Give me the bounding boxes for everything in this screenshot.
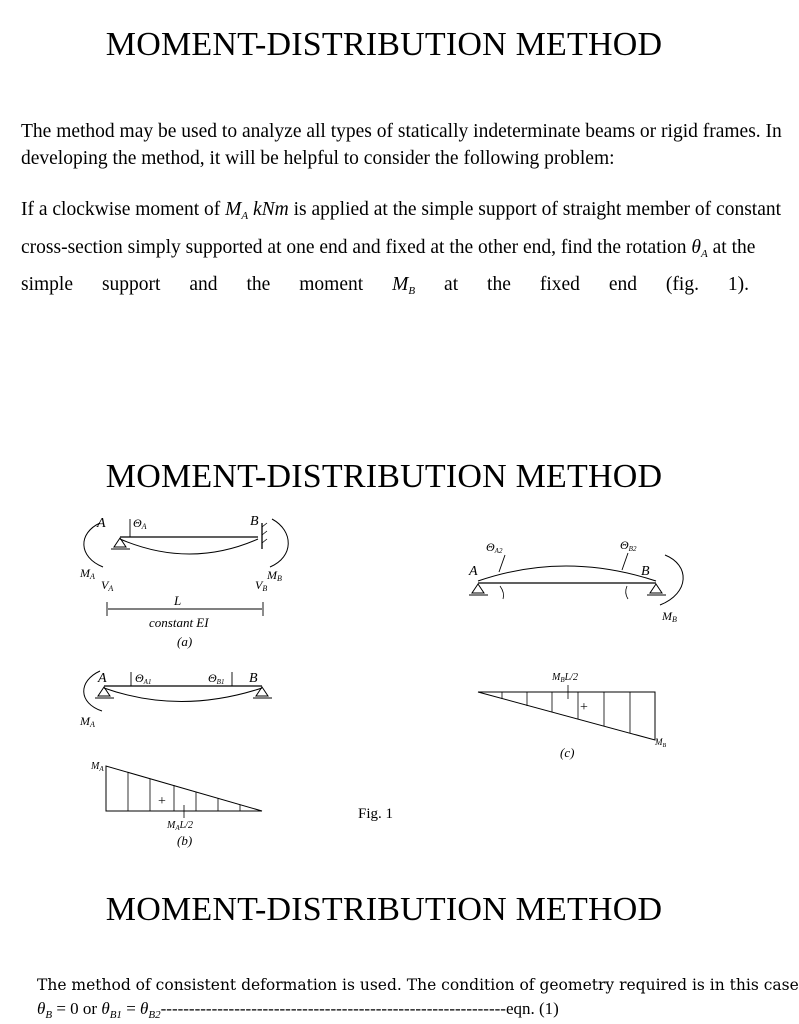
theta-b-symbol: $\theta_B$ — [37, 999, 53, 1021]
problem-text-a: If a clockwise moment of — [21, 199, 221, 220]
tag-a: (a) — [177, 634, 193, 649]
tag-c: (c) — [560, 745, 575, 760]
label-l: L — [174, 593, 182, 608]
label-b-ma: MA — [80, 714, 95, 729]
eq-zero-or: = 0 or — [56, 999, 98, 1018]
label-c-b: B — [641, 564, 650, 579]
label-theta-b2: ΘB2 — [620, 538, 637, 553]
equals-sign: = — [126, 999, 136, 1018]
problem-line-3 — [21, 266, 749, 304]
problem-text-d: at the — [712, 236, 756, 258]
consistent-paragraph — [37, 973, 799, 1021]
label-mb: MB — [267, 568, 282, 583]
moment-triangle-b — [106, 766, 262, 811]
figure-b-beam — [79, 671, 272, 729]
label-a: A — [97, 516, 106, 531]
consistent-line-1: The method of consistent deformation is used. The condition of geometry required is in this case — [37, 976, 799, 994]
figure-c-beam — [468, 538, 683, 624]
label-ma: MA — [80, 566, 95, 581]
plus-sign-b: + — [158, 794, 166, 809]
label-theta-a2: ΘA2 — [486, 540, 503, 555]
label-c-top: $M_BL/2$ — [552, 672, 578, 684]
unit-knm: kNm — [253, 199, 289, 220]
problem-text-c: cross-section simply supported at one end and fixed at the other end, find the rotation — [21, 236, 687, 258]
ma-symbol: $M_A$ — [225, 199, 249, 222]
moment-arrow-mb — [270, 519, 288, 567]
label-theta-a: ΘA — [133, 516, 147, 531]
slide2-title: MOMENT-DISTRIBUTION METHOD — [105, 458, 663, 495]
label-c-mb: MB — [662, 609, 677, 624]
moment-arrow-mb-c — [660, 555, 683, 605]
problem-text-f: at the fixed end (fig. 1). — [444, 274, 750, 295]
intro-paragraph — [21, 118, 782, 172]
beam-a-deflection — [120, 539, 258, 554]
problem-line-1 — [21, 191, 782, 229]
problem-text-b: is applied at the simple support of straight member of constant — [293, 199, 782, 220]
pin-support-c-left — [472, 584, 484, 593]
label-c-end: $M_B$ — [655, 737, 667, 749]
intro-line-1: The method may be used to analyze all types of statically indeterminate beams or rigid frames. In — [21, 121, 782, 142]
dash-leader: ------------------------------------------------------------- — [160, 999, 506, 1018]
figure-c-moment-diagram — [478, 672, 667, 760]
plus-sign-c: + — [580, 700, 588, 715]
label-c-a: A — [469, 564, 478, 579]
equation-line — [37, 997, 749, 1021]
moment-triangle-c — [478, 692, 655, 740]
theta-b2-symbol: $\theta_{B2}$ — [140, 999, 161, 1021]
label-constant-ei: constant EI — [149, 615, 209, 630]
theta-b1-symbol: $\theta_{B1}$ — [101, 999, 122, 1021]
label-theta-b1: ΘB1 — [208, 671, 225, 686]
problem-text-e: simple support and the moment — [21, 274, 364, 295]
slide1-title: MOMENT-DISTRIBUTION METHOD — [105, 26, 663, 63]
mb-symbol: $M_B$ — [392, 274, 416, 297]
problem-paragraph — [21, 191, 782, 304]
label-theta-a1: ΘA1 — [135, 671, 152, 686]
figure-b-moment-diagram — [90, 761, 262, 848]
label-b-top: $M_A$ — [91, 761, 104, 773]
pin-support-c-right — [650, 584, 662, 593]
label-b-bottom: $M_AL/2$ — [167, 820, 193, 832]
label-vb: VB — [255, 578, 268, 593]
figure-caption: Fig. 1 — [358, 806, 394, 822]
equation-number: eqn. (1) — [505, 999, 559, 1018]
label-b-b: B — [249, 671, 258, 686]
label-va: VA — [101, 578, 114, 593]
label-b-a: A — [98, 671, 107, 686]
label-b: B — [250, 514, 259, 529]
theta-a-symbol: $\theta_A$ — [691, 236, 708, 260]
problem-line-2 — [21, 229, 756, 267]
tag-b: (b) — [177, 833, 193, 848]
figure-a — [79, 514, 288, 649]
intro-line-2: developing the method, it will be helpful to consider the following problem: — [21, 148, 615, 169]
slide3-title: MOMENT-DISTRIBUTION METHOD — [105, 891, 663, 928]
